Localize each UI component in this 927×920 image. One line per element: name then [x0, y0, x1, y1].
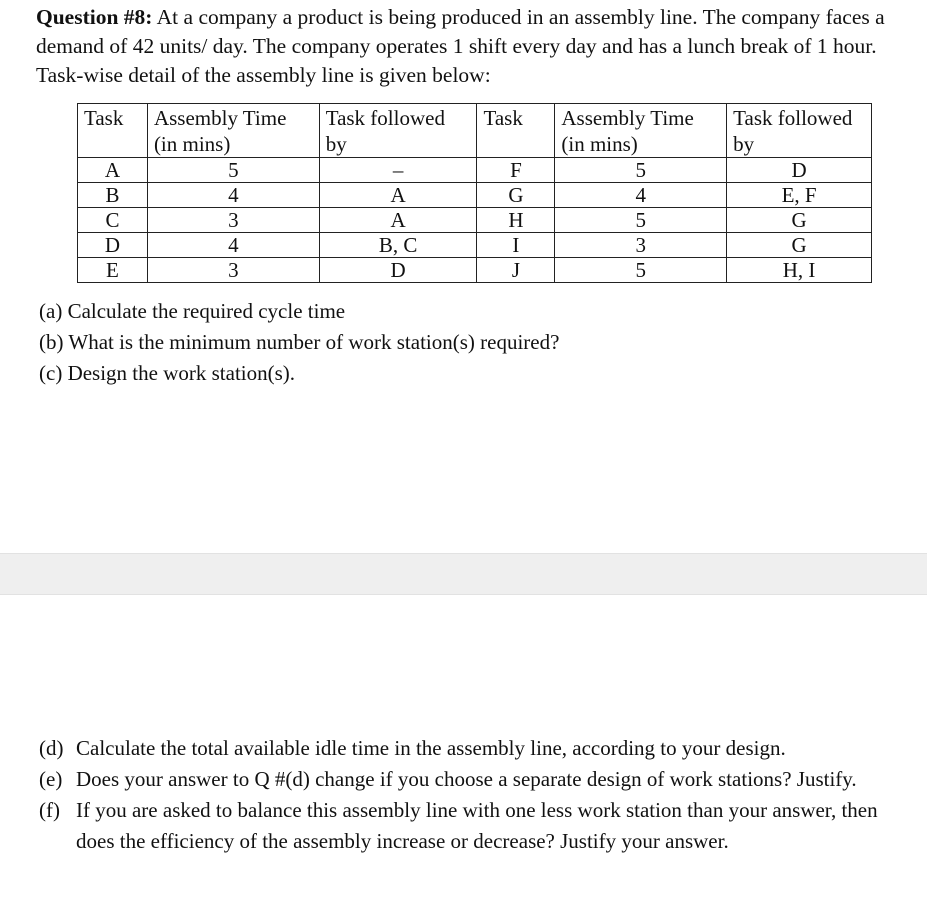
- page-divider: [0, 553, 927, 595]
- part-c-text: Design the work station(s).: [67, 361, 296, 385]
- table-cell: H: [477, 208, 555, 233]
- table-cell: 5: [555, 158, 727, 183]
- table-cell: C: [78, 208, 148, 233]
- part-d-label: (d): [39, 736, 64, 760]
- table-cell: B, C: [319, 233, 477, 258]
- table-cell: 5: [147, 158, 319, 183]
- table-cell: 5: [555, 208, 727, 233]
- table-cell: A: [319, 183, 477, 208]
- table-row: [78, 183, 872, 208]
- part-c: [39, 358, 295, 388]
- table-cell: D: [319, 258, 477, 283]
- task-table: [77, 103, 872, 283]
- part-b: [39, 327, 559, 357]
- table-cell: 4: [555, 183, 727, 208]
- part-d-text: Calculate the total available idle time in the assembly line, according to your design.: [76, 736, 786, 760]
- header-time-2: Assembly Time (in mins): [555, 104, 727, 158]
- part-f-text: If you are asked to balance this assembly line with one less work station than your answer, then does the efficiency of the assembly increase or decrease? Justify your answer.: [76, 798, 878, 853]
- table-cell: F: [477, 158, 555, 183]
- table-cell: 5: [555, 258, 727, 283]
- table-cell: B: [78, 183, 148, 208]
- parts-bottom-list: [39, 733, 899, 857]
- table-cell: A: [78, 158, 148, 183]
- part-e-label: (e): [39, 767, 63, 791]
- header-time-1: Assembly Time (in mins): [147, 104, 319, 158]
- part-b-text: What is the minimum number of work station(s) required?: [68, 330, 560, 354]
- table-row: [78, 158, 872, 183]
- part-c-label: (c): [39, 361, 63, 385]
- question-label: Question #8:: [36, 5, 153, 29]
- table-row: [78, 233, 872, 258]
- table-cell: 3: [147, 258, 319, 283]
- table-cell: J: [477, 258, 555, 283]
- part-b-label: (b): [39, 330, 64, 354]
- part-e: [39, 764, 899, 795]
- table-cell: E: [78, 258, 148, 283]
- part-f: [39, 795, 899, 857]
- table-cell: I: [477, 233, 555, 258]
- table-header-row: [78, 104, 872, 158]
- question-text: At a company a product is being produced in an assembly line. The company faces a demand of 42 units/ day. The company operates 1 shift every day and has a lunch break of 1 hour. Task-wise detail of the assembly line is given below:: [36, 5, 885, 87]
- part-a-label: (a): [39, 299, 63, 323]
- table-cell: –: [319, 158, 477, 183]
- table-cell: G: [727, 233, 872, 258]
- header-task-1: Task: [78, 104, 148, 158]
- header-followed-2: Task followed by: [727, 104, 872, 158]
- table-row: [78, 258, 872, 283]
- table-cell: D: [78, 233, 148, 258]
- table-cell: 4: [147, 233, 319, 258]
- table-cell: E, F: [727, 183, 872, 208]
- table-row: [78, 208, 872, 233]
- question-intro: [36, 3, 916, 90]
- table-cell: A: [319, 208, 477, 233]
- part-d: [39, 733, 899, 764]
- table-cell: H, I: [727, 258, 872, 283]
- part-f-label: (f): [39, 798, 60, 822]
- table-cell: G: [477, 183, 555, 208]
- table-cell: D: [727, 158, 872, 183]
- table-cell: G: [727, 208, 872, 233]
- table-cell: 3: [147, 208, 319, 233]
- header-followed-1: Task followed by: [319, 104, 477, 158]
- table-cell: 3: [555, 233, 727, 258]
- header-task-2: Task: [477, 104, 555, 158]
- part-a: [39, 296, 345, 326]
- table-cell: 4: [147, 183, 319, 208]
- part-a-text: Calculate the required cycle time: [67, 299, 346, 323]
- part-e-text: Does your answer to Q #(d) change if you choose a separate design of work stations? Justify.: [76, 767, 857, 791]
